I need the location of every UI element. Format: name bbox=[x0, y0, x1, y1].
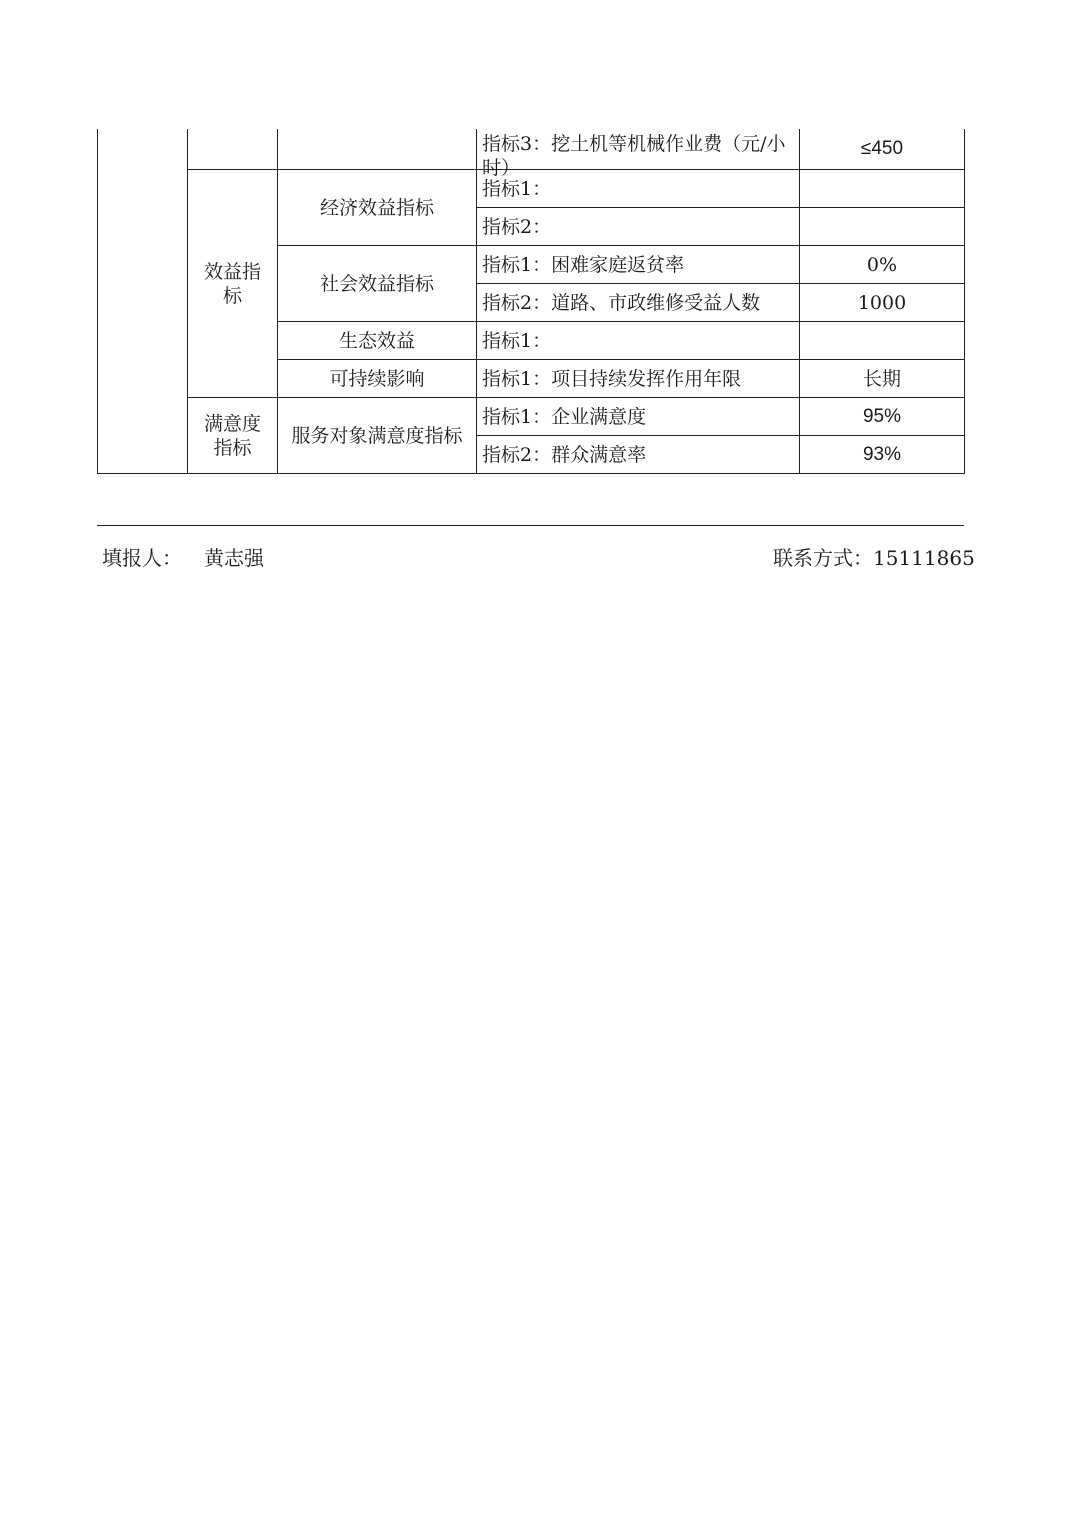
indicator-cell: 指标2： bbox=[477, 208, 800, 246]
level2-indicator-cell bbox=[188, 129, 278, 170]
performance-indicator-table bbox=[97, 129, 965, 474]
filler-info bbox=[102, 542, 264, 571]
indicator-cell: 指标1： bbox=[477, 170, 800, 208]
indicator-cell bbox=[477, 129, 800, 179]
group-label: 效益指标 bbox=[203, 260, 261, 307]
indicator-value bbox=[800, 170, 965, 208]
indicator-value: 95% bbox=[800, 398, 965, 436]
economic-benefit-label: 经济效益指标 bbox=[278, 170, 477, 246]
footer-divider bbox=[97, 525, 964, 526]
filler-label: 填报人： bbox=[102, 546, 182, 570]
ecology-benefit-label: 生态效益 bbox=[278, 322, 477, 360]
indicator-cell: 指标1：企业满意度 bbox=[477, 398, 800, 436]
table-row bbox=[98, 129, 965, 170]
benefit-indicator-group bbox=[188, 170, 278, 398]
indicator-value bbox=[800, 322, 965, 360]
indicator-cell: 指标1：项目持续发挥作用年限 bbox=[477, 360, 800, 398]
table-row bbox=[98, 398, 965, 436]
indicator-cell: 指标2：道路、市政维修受益人数 bbox=[477, 284, 800, 322]
level3-indicator-cell bbox=[278, 129, 477, 170]
indicator-value: 长期 bbox=[800, 360, 965, 398]
satisfaction-label-text: 服务对象满意度指标 bbox=[291, 424, 463, 447]
filler-name: 黄志强 bbox=[204, 546, 264, 570]
indicator-value bbox=[800, 208, 965, 246]
indicator-text: 指标3：挖土机等机械作业费（元/小时） bbox=[482, 133, 786, 179]
indicator-cell: 指标1： bbox=[477, 322, 800, 360]
social-benefit-label: 社会效益指标 bbox=[278, 246, 477, 322]
indicator-value: 0% bbox=[800, 246, 965, 284]
level1-indicator-cell bbox=[98, 129, 188, 474]
satisfaction-indicator-group bbox=[188, 398, 278, 474]
contact-value: 15111865 bbox=[873, 546, 975, 570]
contact-label: 联系方式： bbox=[773, 546, 873, 570]
table-row bbox=[98, 170, 965, 208]
indicator-cell: 指标2：群众满意率 bbox=[477, 436, 800, 474]
group-label: 满意度指标 bbox=[203, 412, 261, 459]
indicator-value: 1000 bbox=[800, 284, 965, 322]
indicator-value: ≤450 bbox=[800, 129, 965, 170]
indicator-cell: 指标1：困难家庭返贫率 bbox=[477, 246, 800, 284]
service-satisfaction-label bbox=[278, 398, 477, 474]
indicator-value: 93% bbox=[800, 436, 965, 474]
sustainability-label: 可持续影响 bbox=[278, 360, 477, 398]
contact-info bbox=[773, 542, 975, 571]
